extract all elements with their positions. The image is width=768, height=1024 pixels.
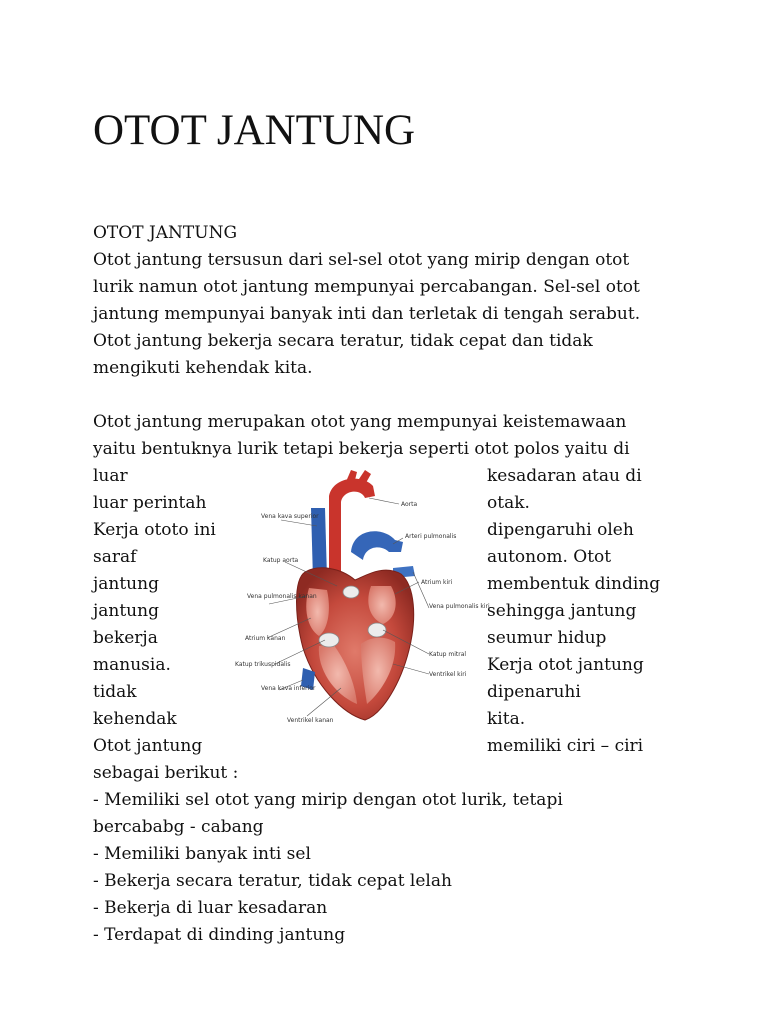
wrap-left-line: jantung <box>93 574 159 594</box>
aorta-arch <box>329 479 375 578</box>
list-item: - Memiliki sel otot yang mirip dengan otot lurik, tetapi <box>93 790 563 810</box>
text-line: Otot jantung merupakan otot yang mempunyai keistemawaan <box>93 412 627 432</box>
label-arteri-pulmonalis: Arteri pulmonalis <box>405 533 457 540</box>
label-vena-kava-inferior: Vena kava inferior <box>261 685 316 692</box>
text-line: yaitu bentuknya lurik tetapi bekerja seperti otot polos yaitu di <box>93 439 630 459</box>
wrap-left-line: luar perintah <box>93 493 207 513</box>
wrap-left-line: saraf <box>93 547 137 567</box>
label-aorta: Aorta <box>401 501 418 508</box>
pulmonary-artery <box>351 531 403 560</box>
list-item: - Bekerja di luar kesadaran <box>93 898 328 918</box>
label-ventrikel-kanan: Ventrikel kanan <box>287 717 334 724</box>
text-line: jantung mempunyai banyak inti dan terletak di tengah serabut. <box>93 304 641 324</box>
label-atrium-kanan: Atrium kanan <box>245 635 286 642</box>
wrap-right-line: otak. <box>487 493 530 513</box>
wrap-left-line: kehendak <box>93 709 177 729</box>
list-item: - Bekerja secara teratur, tidak cepat lelah <box>93 871 452 891</box>
wrap-left-line: Kerja ototo ini <box>93 520 216 540</box>
wrap-right-line: autonom. Otot <box>487 547 612 567</box>
label-katup-mitral: Katup mitral <box>429 651 467 658</box>
label-atrium-kiri: Atrium kiri <box>421 579 453 586</box>
label-ventrikel-kiri: Ventrikel kiri <box>429 671 467 678</box>
tricuspid-valve <box>319 633 339 647</box>
document-title: OTOT JANTUNG <box>93 107 416 154</box>
wrap-left-line: Otot jantung <box>93 736 203 756</box>
text-line: Otot jantung tersusun dari sel-sel otot yang mirip dengan otot <box>93 250 630 270</box>
wrap-left-line: jantung <box>93 601 159 621</box>
text-line: OTOT JANTUNG <box>93 223 238 243</box>
wrap-left-line: manusia. <box>93 655 171 675</box>
list-item: - Terdapat di dinding jantung <box>93 925 346 945</box>
text-line: lurik namun otot jantung mempunyai percabangan. Sel-sel otot <box>93 277 640 297</box>
label-vena-kava-superior: Vena kava superior <box>261 513 319 520</box>
text-line: mengikuti kehendak kita. <box>93 358 313 378</box>
list-item-continuation: bercababg - cabang <box>93 817 264 837</box>
label-katup-aorta: Katup aorta <box>263 557 299 564</box>
wrap-right-line: dipenaruhi <box>487 682 581 702</box>
wrap-right-line: membentuk dinding <box>487 574 661 594</box>
wrap-left-line: luar <box>93 466 128 486</box>
wrap-right-line: seumur hidup <box>487 628 607 648</box>
label-vena-pulmonalis-kiri: Vena pulmonalis kiri <box>429 603 490 610</box>
text-line: Otot jantung bekerja secara teratur, tidak cepat dan tidak <box>93 331 593 351</box>
wrap-right-line: kita. <box>487 709 526 729</box>
aortic-valve <box>343 586 359 598</box>
list-item: - Memiliki banyak inti sel <box>93 844 311 864</box>
wrap-left-line: tidak <box>93 682 137 702</box>
wrap-right-line: memiliki ciri – ciri <box>487 736 644 756</box>
text-line: sebagai berikut : <box>93 763 239 783</box>
wrap-right-line: kesadaran atau di <box>487 466 642 486</box>
wrap-left-line: bekerja <box>93 628 158 648</box>
label-vena-pulmonalis-kanan: Vena pulmonalis kanan <box>247 593 317 600</box>
wrap-right-line: Kerja otot jantung <box>487 655 644 675</box>
label-katup-trikuspidalis: Katup trikuspidalis <box>235 661 291 668</box>
wrap-right-line: dipengaruhi oleh <box>487 520 634 540</box>
heart-diagram <box>233 468 490 730</box>
wrap-right-line: sehingga jantung <box>487 601 637 621</box>
